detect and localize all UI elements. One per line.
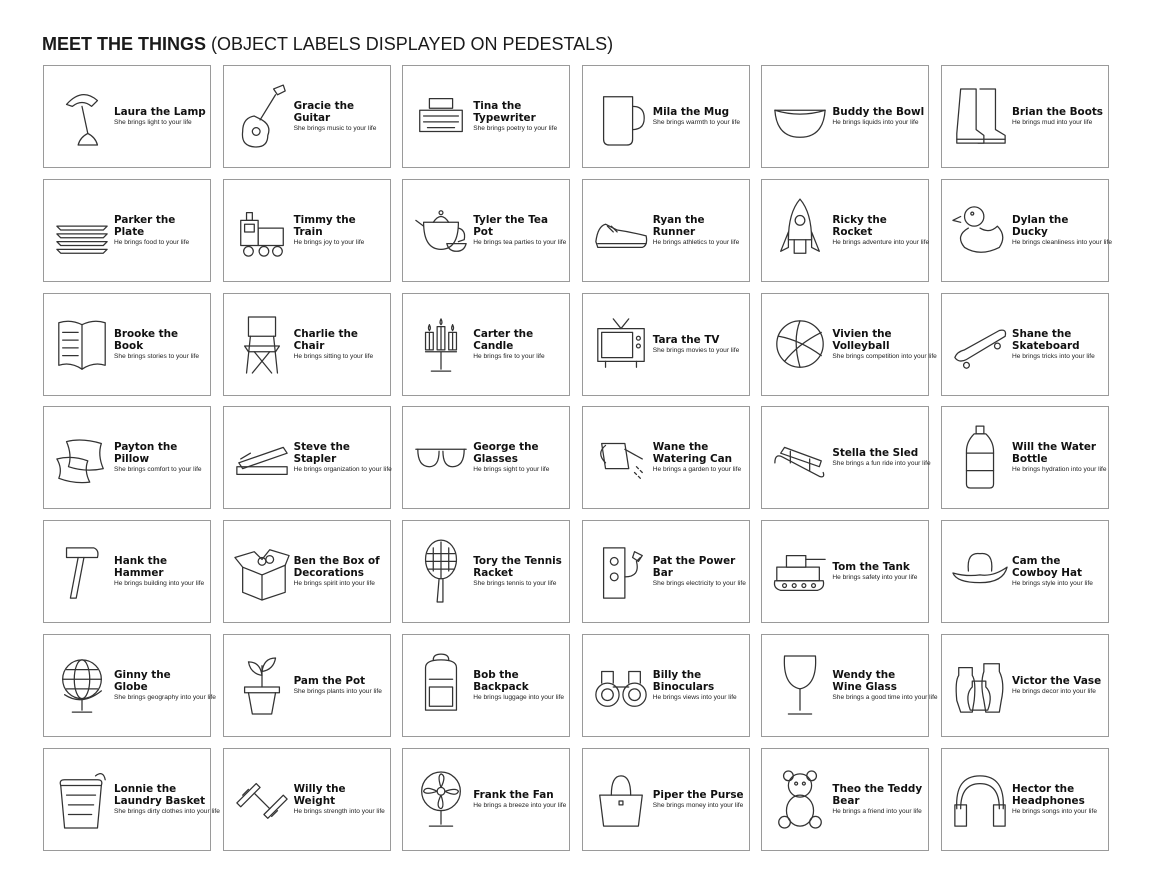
teddy-bear-icon — [768, 757, 832, 843]
label-card-mila-the-mug — [582, 65, 750, 168]
glasses-icon — [409, 415, 473, 501]
label-card-willy-the-weight — [223, 748, 391, 851]
card-label — [832, 66, 924, 167]
label-card-ryan-the-runner — [582, 179, 750, 282]
card-label — [653, 294, 745, 395]
sled-icon — [768, 415, 832, 501]
card-name: Vivien the Volleyball — [832, 327, 892, 352]
label-card-frank-the-fan — [402, 748, 570, 851]
card-label — [653, 749, 745, 850]
card-tagline: He brings cleanliness into your life — [1011, 238, 1113, 246]
globe-icon — [50, 643, 114, 729]
card-label — [1011, 180, 1113, 281]
sneaker-icon — [589, 188, 653, 274]
boots-icon — [948, 74, 1012, 160]
card-name: Pat the Power Bar — [652, 555, 736, 580]
card-tagline: She brings competition into your life — [832, 352, 937, 360]
card-tagline: He brings sitting to your life — [293, 352, 374, 360]
card-label — [1012, 635, 1104, 736]
stapler-icon — [230, 415, 294, 501]
card-tagline: She brings plants into your life — [293, 687, 382, 695]
duck-icon — [948, 188, 1012, 274]
card-tagline: He brings strength into your life — [293, 807, 385, 815]
card-name: Laura the Lamp — [114, 106, 206, 118]
card-tagline: He brings tricks into your life — [1011, 352, 1095, 360]
card-tagline: He brings songs into your life — [1011, 807, 1097, 815]
card-tagline: He brings a breeze into your life — [473, 801, 567, 809]
tennis-racket-icon — [409, 529, 473, 615]
laundry-basket-icon — [50, 757, 114, 843]
card-tagline: He brings fire to your life — [473, 352, 545, 360]
guitar-icon — [230, 74, 294, 160]
card-name: Ryan the Runner — [652, 213, 705, 238]
card-tagline: She brings comfort to your life — [114, 466, 202, 474]
label-card-will-the-water-bottle — [941, 406, 1109, 509]
label-card-tina-the-typewriter — [402, 65, 570, 168]
card-label — [114, 521, 206, 622]
card-label — [114, 407, 206, 508]
card-name: Gracie the Guitar — [293, 100, 355, 124]
card-tagline: He brings adventure into your life — [832, 238, 930, 246]
candle-icon — [409, 302, 473, 388]
card-tagline: She brings a fun ride into your life — [832, 460, 931, 468]
card-label — [114, 635, 216, 736]
card-name: Tom the Tank — [832, 561, 910, 574]
label-card-lonnie-the-laundry-basket — [43, 748, 220, 851]
binoculars-icon — [589, 643, 653, 729]
card-tagline: He brings tea parties to your life — [473, 238, 567, 246]
card-tagline: She brings light to your life — [114, 119, 192, 126]
card-label — [114, 749, 220, 850]
card-tagline: She brings tennis to your life — [473, 580, 557, 588]
card-name: Buddy the Bowl — [832, 106, 925, 118]
card-name: Bob the Backpack — [473, 668, 529, 693]
label-card-bob-the-backpack — [402, 634, 570, 737]
card-name: Willy the Weight — [293, 782, 346, 807]
card-label — [832, 635, 938, 736]
card-label — [114, 180, 206, 281]
card-tagline: He brings luggage into your life — [473, 693, 565, 701]
label-card-george-the-glasses — [402, 406, 570, 509]
card-name: Steve the Stapler — [293, 441, 350, 466]
label-card-vivien-the-volleyball — [761, 293, 937, 396]
card-tagline: He brings style into your life — [1011, 580, 1093, 588]
object-label-grid — [43, 65, 1113, 851]
card-name: Frank the Fan — [473, 788, 554, 801]
card-tagline: She brings electricity to your life — [652, 580, 746, 588]
card-name: Stella the Sled — [832, 447, 919, 460]
label-card-buddy-the-bowl — [761, 65, 929, 168]
label-card-ginny-the-globe — [43, 634, 216, 737]
typewriter-icon — [409, 74, 473, 160]
card-name: Ginny the Globe — [114, 668, 171, 693]
headphones-icon — [948, 757, 1012, 843]
label-card-laura-the-lamp — [43, 65, 211, 168]
label-card-cam-the-cowboy-hat — [941, 520, 1109, 623]
card-tagline: He brings hydration into your life — [1011, 466, 1107, 474]
card-label — [114, 66, 206, 167]
power-bar-icon — [589, 529, 653, 615]
card-name: Charlie the Chair — [293, 327, 358, 352]
volleyball-icon — [768, 302, 832, 388]
purse-icon — [589, 757, 653, 843]
label-card-steve-the-stapler — [223, 406, 391, 509]
train-icon — [230, 188, 294, 274]
fan-icon — [409, 757, 473, 843]
label-card-payton-the-pillow — [43, 406, 211, 509]
label-card-timmy-the-train — [223, 179, 391, 282]
label-card-parker-the-plate — [43, 179, 211, 282]
card-tagline: He brings a friend into your life — [832, 807, 922, 815]
card-label — [1012, 749, 1104, 850]
label-card-hank-the-hammer — [43, 520, 211, 623]
card-label — [473, 407, 565, 508]
card-label — [473, 66, 565, 167]
card-label — [832, 749, 924, 850]
card-tagline: He brings a garden to your life — [652, 466, 742, 474]
rocket-icon — [768, 188, 832, 274]
card-label — [1012, 521, 1104, 622]
card-tagline: He brings building into your life — [114, 580, 205, 588]
label-card-dylan-the-ducky — [941, 179, 1113, 282]
card-name: Hank the Hammer — [114, 555, 168, 580]
label-card-billy-the-binoculars — [582, 634, 750, 737]
card-name: Dylan the Ducky — [1011, 213, 1069, 238]
card-tagline: He brings liquids into your life — [832, 119, 919, 126]
card-label — [832, 521, 924, 622]
card-name: Timmy the Train — [293, 213, 356, 238]
card-name: Hector the Headphones — [1011, 782, 1085, 807]
card-label — [1012, 66, 1104, 167]
card-label — [832, 407, 931, 508]
lamp-icon — [50, 74, 114, 160]
watering-can-icon — [589, 415, 653, 501]
card-label — [653, 180, 745, 281]
plate-icon — [50, 188, 114, 274]
card-label — [1011, 407, 1107, 508]
card-name: George the Glasses — [473, 441, 539, 466]
card-tagline: He brings food to your life — [114, 238, 190, 246]
card-tagline: She brings stories to your life — [114, 352, 200, 360]
label-card-pat-the-power-bar — [582, 520, 750, 623]
card-tagline: He brings joy to your life — [293, 238, 365, 246]
pillow-icon — [50, 415, 114, 501]
label-card-brian-the-boots — [941, 65, 1109, 168]
card-tagline: He brings sight to your life — [473, 466, 550, 474]
card-label — [653, 521, 745, 622]
card-name: Tina the Typewriter — [473, 100, 536, 124]
card-name: Lonnie the Laundry Basket — [114, 782, 206, 807]
card-tagline: He brings athletics to your life — [652, 238, 740, 246]
card-tagline: He brings decor into your life — [1011, 687, 1096, 695]
water-bottle-icon — [948, 415, 1012, 501]
card-label — [832, 294, 937, 395]
label-card-tom-the-tank — [761, 520, 929, 623]
card-name: Wane the Watering Can — [652, 441, 733, 466]
label-card-theo-the-teddy-bear — [761, 748, 929, 851]
card-tagline: He brings views into your life — [652, 693, 737, 701]
label-card-ben-the-box-of-decorations — [223, 520, 391, 623]
label-card-hector-the-headphones — [941, 748, 1109, 851]
card-tagline: He brings spirit into your life — [293, 580, 375, 588]
card-name: Ben the Box of Decorations — [293, 555, 380, 580]
card-label — [473, 294, 565, 395]
label-card-brooke-the-book — [43, 293, 211, 396]
page-title-subtitle: (OBJECT LABELS DISPLAYED ON PEDESTALS) — [211, 34, 614, 54]
card-label — [294, 294, 386, 395]
card-name: Victor the Vase — [1011, 674, 1102, 687]
card-name: Brooke the Book — [114, 327, 179, 352]
card-tagline: She brings movies to your life — [652, 346, 740, 354]
label-card-pam-the-pot — [223, 634, 391, 737]
card-name: Will the Water Bottle — [1011, 441, 1097, 466]
hammer-icon — [50, 529, 114, 615]
chair-icon — [230, 302, 294, 388]
label-card-tyler-the-tea-pot — [402, 179, 570, 282]
card-name: Ricky the Rocket — [832, 213, 887, 238]
card-tagline: She brings music to your life — [293, 125, 377, 132]
label-card-carter-the-candle — [402, 293, 570, 396]
card-tagline: He brings safety into your life — [832, 574, 918, 582]
label-card-victor-the-vase — [941, 634, 1109, 737]
cowboy-hat-icon — [948, 529, 1012, 615]
card-label — [1012, 294, 1104, 395]
card-label — [294, 635, 386, 736]
card-name: Cam the Cowboy Hat — [1011, 555, 1082, 580]
card-label — [114, 294, 206, 395]
teapot-icon — [409, 188, 473, 274]
card-label — [294, 66, 386, 167]
card-tagline: She brings warmth to your life — [652, 119, 741, 126]
label-card-wendy-the-wine-glass — [761, 634, 938, 737]
card-label — [294, 180, 386, 281]
page-title-main: MEET THE THINGS — [42, 34, 207, 54]
card-name: Parker the Plate — [114, 213, 176, 238]
card-label — [473, 749, 565, 850]
card-tagline: She brings geography into your life — [114, 693, 216, 701]
card-label — [293, 407, 392, 508]
label-card-wane-the-watering-can — [582, 406, 750, 509]
card-name: Tyler the Tea Pot — [473, 213, 548, 238]
tv-icon — [589, 302, 653, 388]
card-label — [653, 635, 745, 736]
dumbbell-icon — [230, 757, 294, 843]
card-name: Theo the Teddy Bear — [832, 782, 923, 807]
card-name: Carter the Candle — [473, 327, 534, 352]
book-icon — [50, 302, 114, 388]
card-label — [832, 180, 930, 281]
bowl-icon — [768, 74, 832, 160]
card-tagline: She brings poetry to your life — [473, 125, 558, 132]
label-card-stella-the-sled — [761, 406, 929, 509]
label-card-piper-the-purse — [582, 748, 750, 851]
box-icon — [230, 529, 294, 615]
card-name: Wendy the Wine Glass — [832, 668, 897, 693]
label-card-ricky-the-rocket — [761, 179, 929, 282]
label-card-tara-the-tv — [582, 293, 750, 396]
card-label — [473, 635, 565, 736]
card-tagline: He brings organization to your life — [293, 466, 392, 474]
label-card-charlie-the-chair — [223, 293, 391, 396]
label-card-tory-the-tennis-racket — [402, 520, 570, 623]
card-tagline: She brings dirty clothes into your life — [114, 807, 220, 815]
wine-glass-icon — [768, 643, 832, 729]
card-label — [653, 407, 745, 508]
card-name: Tara the TV — [652, 333, 720, 346]
card-name: Mila the Mug — [652, 106, 730, 118]
card-name: Billy the Binoculars — [652, 668, 715, 693]
card-name: Brian the Boots — [1011, 106, 1103, 118]
card-tagline: She brings a good time into your life — [832, 693, 938, 701]
card-label — [294, 521, 386, 622]
plant-pot-icon — [230, 643, 294, 729]
mug-icon — [589, 74, 653, 160]
card-tagline: He brings mud into your life — [1011, 119, 1093, 126]
card-name: Pam the Pot — [293, 674, 366, 687]
label-card-gracie-the-guitar — [223, 65, 391, 168]
card-name: Shane the Skateboard — [1011, 327, 1080, 352]
card-name: Piper the Purse — [652, 788, 744, 801]
card-label — [473, 521, 565, 622]
card-label — [294, 749, 386, 850]
backpack-icon — [409, 643, 473, 729]
skateboard-icon — [948, 302, 1012, 388]
label-card-shane-the-skateboard — [941, 293, 1109, 396]
card-name: Payton the Pillow — [114, 441, 178, 466]
tank-icon — [768, 529, 832, 615]
card-tagline: She brings money into your life — [652, 801, 744, 809]
card-label — [653, 66, 745, 167]
card-label — [473, 180, 565, 281]
page-title — [42, 33, 613, 55]
vase-icon — [948, 643, 1012, 729]
card-name: Tory the Tennis Racket — [473, 555, 562, 580]
